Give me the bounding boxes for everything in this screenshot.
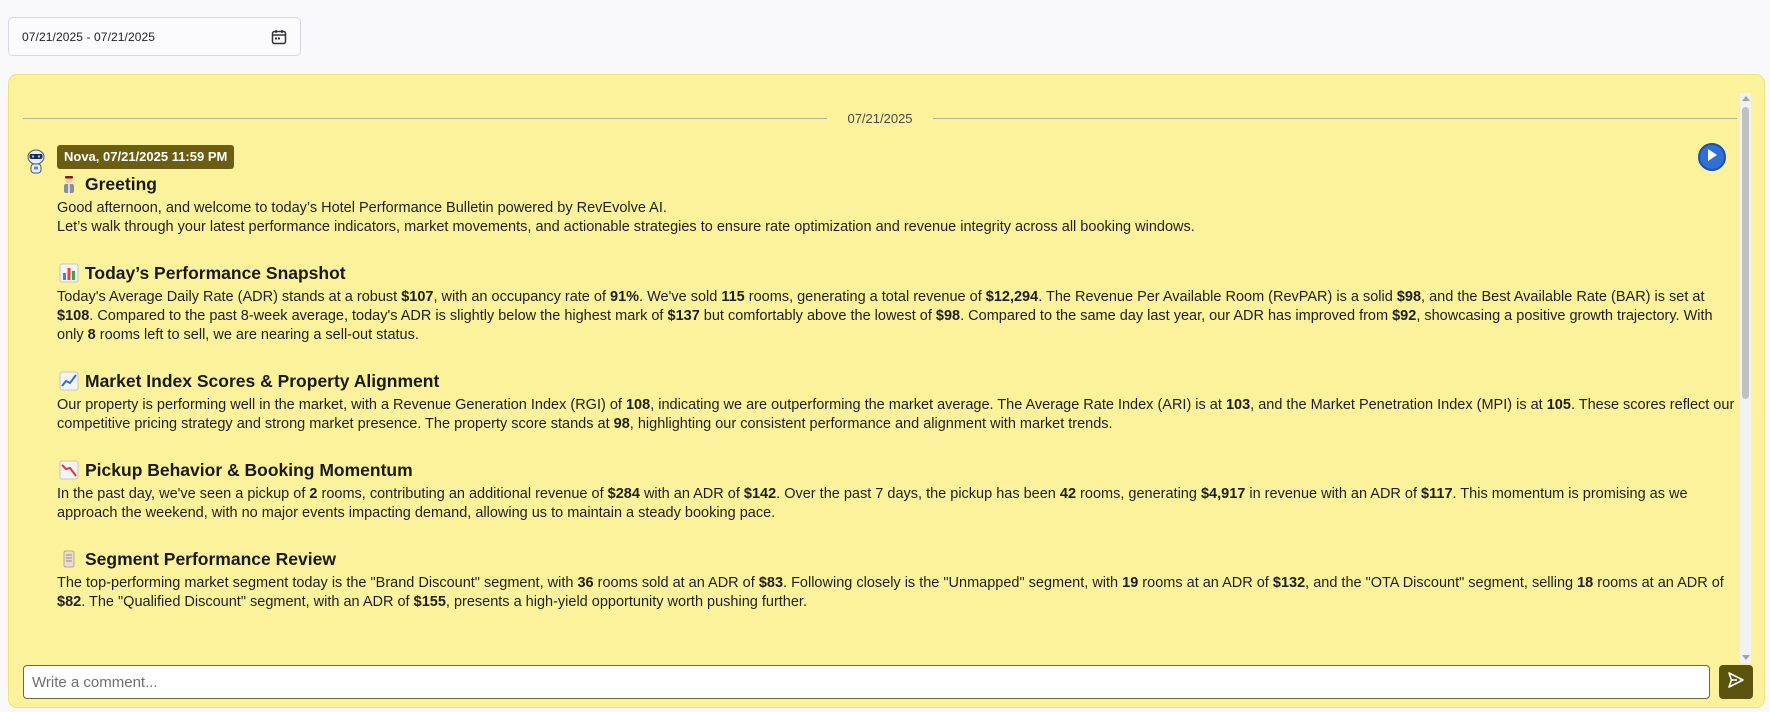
section-heading [57,548,1741,570]
send-icon [1727,671,1745,694]
text-run: rooms at an ADR of [1593,575,1724,591]
play-icon [1706,148,1718,167]
text-run: . Compared to the same day last year, our ADR has improved from [960,308,1393,324]
date-divider-label: 07/21/2025 [847,111,913,126]
scroll-up-arrow-icon[interactable] [1742,96,1750,101]
text-run: rooms sold at an ADR of [593,575,759,591]
text-run: . This momentum is promising as we approach the weekend, with no major events impacting demand, allowing us to maintain a steady booking pace. [57,486,1688,521]
comment-input[interactable] [23,665,1710,699]
metric-value: 42 [1059,486,1077,502]
text-run: . Following closely is the "Unmapped" segment, with [783,575,1123,591]
metric-value: 2 [309,486,318,502]
bellhop-emoji-icon [59,174,79,194]
text-run: , and the Market Penetration Index (MPI) is at [1250,397,1547,413]
text-run: Let’s walk through your latest performance indicators, market movements, and actionable strategies to ensure rate optimization and revenue integrity across all booking windows. [57,219,1195,235]
bulletin-section [57,548,1741,612]
metric-value: 18 [1577,575,1594,591]
text-run: . Over the past 7 days, the pickup has been [776,486,1060,502]
text-run: . The "Qualified Discount" segment, with an ADR of [81,594,414,610]
section-title: Greeting [85,173,157,194]
text-run: . The Revenue Per Available Room (RevPAR) is a solid [1038,289,1397,305]
chart-increasing-emoji-icon [59,371,79,391]
text-run: rooms, generating a total revenue of [744,289,986,305]
comment-composer [23,665,1756,699]
metric-value: $107 [401,289,434,305]
metric-value: $98 [935,308,961,324]
scroll-down-arrow-icon[interactable] [1742,655,1750,660]
text-run: Good afternoon, and welcome to today’s Hotel Performance Bulletin powered by RevEvolve AI. [57,200,667,216]
play-audio-button[interactable] [1698,143,1726,171]
metric-value: $82 [57,594,82,610]
metric-value: 8 [87,327,96,343]
section-paragraph [57,218,1741,237]
date-range-picker[interactable] [8,17,301,56]
scroll-emoji-icon [59,549,79,569]
metric-value: $108 [57,308,90,324]
section-paragraph [57,574,1741,612]
bar-chart-emoji-icon [59,263,79,283]
text-run: In the past day, we've seen a pickup of [57,486,310,502]
bulletin-section [57,262,1741,345]
metric-value: $98 [1396,289,1422,305]
text-run: . We've sold [639,289,722,305]
scrollbar[interactable] [1740,93,1751,663]
metric-value: $92 [1392,308,1417,324]
section-heading [57,262,1741,284]
section-title: Segment Performance Review [85,548,336,569]
section-paragraph [57,396,1741,434]
text-run: , and the "OTA Discount" segment, selling [1305,575,1578,591]
text-run: , showcasing a positive growth trajectory. With only [57,308,1713,343]
text-run: rooms left to sell, we are nearing a sell-out status. [95,327,419,343]
text-run: . These scores reflect our competitive pricing strategy and strong market presence. The property score stands at [57,397,1735,432]
robot-avatar-icon [25,149,47,175]
metric-value: $4,917 [1200,486,1246,502]
section-paragraph [57,199,1741,218]
chat-panel [8,74,1765,708]
section-title: Market Index Scores & Property Alignment [85,370,440,391]
divider-line-right [933,118,1737,119]
section-paragraph [57,485,1741,523]
metric-value: $284 [607,486,640,502]
section-paragraph [57,288,1741,345]
divider-line-left [23,118,827,119]
text-run: , with an occupancy rate of [433,289,611,305]
author-tag: Nova, 07/21/2025 11:59 PM [57,145,234,169]
metric-value: 19 [1122,575,1139,591]
metric-value: 105 [1546,397,1571,413]
metric-value: $132 [1272,575,1306,591]
metric-value: $12,294 [985,289,1039,305]
text-run: The top-performing market segment today is the "Brand Discount" segment, with [57,575,578,591]
chart-decreasing-emoji-icon [59,460,79,480]
text-run: but comfortably above the lowest of [699,308,936,324]
scrollbar-thumb[interactable] [1742,107,1749,399]
metric-value: $117 [1421,486,1453,502]
send-button[interactable] [1719,665,1753,699]
text-run: rooms, contributing an additional revenue of [317,486,608,502]
bulletin-section [57,370,1741,434]
metric-value: 36 [577,575,594,591]
section-heading [57,459,1741,481]
section-heading [57,173,1741,195]
text-run: , presents a high-yield opportunity worth pushing further. [445,594,807,610]
section-title: Today’s Performance Snapshot [85,262,346,283]
metric-value: $83 [758,575,784,591]
metric-value: 98 [613,416,630,432]
text-run: rooms, generating [1076,486,1201,502]
metric-value: 115 [721,289,745,305]
text-run: Our property is performing well in the market, with a Revenue Generation Index (RGI) of [57,397,626,413]
chat-scroll-area[interactable] [9,91,1752,665]
metric-value: 103 [1225,397,1251,413]
calendar-icon[interactable] [270,28,288,46]
text-run: . Compared to the past 8-week average, today's ADR is slightly below the highest mark of [89,308,668,324]
bulletin-section [57,173,1741,237]
section-heading [57,370,1741,392]
text-run: with an ADR of [639,486,744,502]
metric-value: $155 [413,594,446,610]
text-run: rooms at an ADR of [1138,575,1273,591]
date-divider [23,111,1737,126]
metric-value: 108 [625,397,651,413]
text-run: , highlighting our consistent performance and alignment with market trends. [629,416,1113,432]
text-run: in revenue with an ADR of [1245,486,1422,502]
text-run: , and the Best Available Rate (BAR) is set at [1421,289,1705,305]
bulletin-section [57,459,1741,523]
text-run: Today's Average Daily Rate (ADR) stands at a robust [57,289,402,305]
text-run: , indicating we are outperforming the market average. The Average Rate Index (ARI) is at [650,397,1226,413]
date-range-text[interactable]: 07/21/2025 - 07/21/2025 [22,29,156,44]
metric-value: 91% [610,289,640,305]
metric-value: $137 [667,308,700,324]
metric-value: $142 [743,486,777,502]
bulletin-message [57,173,1741,637]
section-title: Pickup Behavior & Booking Momentum [85,459,413,480]
